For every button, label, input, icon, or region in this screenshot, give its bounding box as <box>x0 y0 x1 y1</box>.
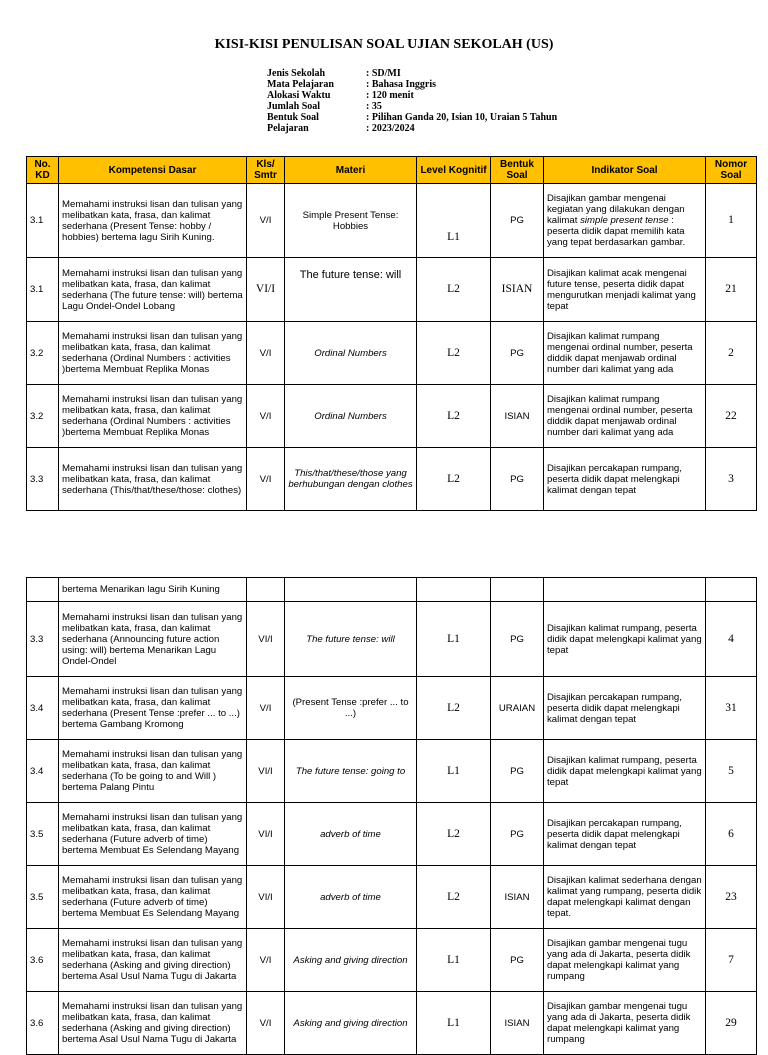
indikator-cell: Disajikan kalimat sederhana dengan kalimat yang rumpang, peserta didik dapat melengkapi kalimat dengan tepat. <box>544 866 706 929</box>
bentuk-cell: ISIAN <box>491 258 544 322</box>
document-title: KISI-KISI PENULISAN SOAL UJIAN SEKOLAH (US) <box>214 37 554 52</box>
indikator-text: Disajikan gambar mengenai kegiatan yang dilakukan dengan kalimat <box>547 193 685 226</box>
meta-label: Alokasi Waktu <box>267 90 331 101</box>
bentuk-cell: PG <box>491 448 544 511</box>
materi-cell: The future tense: will <box>285 258 417 322</box>
table-row <box>27 677 757 740</box>
document-meta <box>267 68 557 134</box>
meta-row <box>267 123 557 134</box>
bentuk-cell: PG <box>491 602 544 677</box>
indikator-cell: Disajikan kalimat acak mengenai future tense, peserta didik dapat mengurutkan menjadi kalimat yang tepat <box>544 258 706 322</box>
table-row <box>27 322 757 385</box>
level-cell: L2 <box>417 448 491 511</box>
kls-cell: VI/I <box>247 803 285 866</box>
indikator-cell: Disajikan percakapan rumpang, peserta didik dapat melengkapi kalimat dengan tepat <box>544 803 706 866</box>
level-cell: L2 <box>417 322 491 385</box>
nomor-cell: 22 <box>706 385 757 448</box>
header-kls-smtr: Kls/ Smtr <box>247 157 285 184</box>
level-cell: L2 <box>417 677 491 740</box>
meta-row <box>267 79 557 90</box>
materi-cell: Asking and giving direction <box>285 929 417 992</box>
bentuk-cell: URAIAN <box>491 677 544 740</box>
nomor-cell: 5 <box>706 740 757 803</box>
kisi-kisi-table-page-2 <box>26 577 757 1055</box>
materi-cell: The future tense: will <box>285 602 417 677</box>
table-row <box>27 184 757 258</box>
materi-cell <box>285 578 417 602</box>
kls-cell <box>247 578 285 602</box>
kls-cell: VI/I <box>247 602 285 677</box>
indikator-cell <box>544 578 706 602</box>
table-row <box>27 740 757 803</box>
kd-cell: 3.1 <box>27 258 59 322</box>
table-header-row <box>27 157 757 184</box>
meta-value: : 35 <box>366 101 382 112</box>
header-kompetensi-dasar: Kompetensi Dasar <box>59 157 247 184</box>
kd-cell: 3.5 <box>27 803 59 866</box>
level-cell: L1 <box>417 992 491 1055</box>
materi-cell: (Present Tense :prefer ... to ...) <box>285 677 417 740</box>
kompetensi-cell: Memahami instruksi lisan dan tulisan yang melibatkan kata, frasa, dan kalimat sederhana (Future adverb of time) bertema Membuat Es Selendang Mayang <box>59 866 247 929</box>
kd-cell: 3.4 <box>27 677 59 740</box>
kompetensi-cell: Memahami instruksi lisan dan tulisan yang melibatkan kata, frasa, dan kalimat sederhana (Announcing future action using: will) bertema Menarikan Lagu Ondel-Ondel <box>59 602 247 677</box>
kd-cell: 3.1 <box>27 184 59 258</box>
table-row <box>27 448 757 511</box>
bentuk-cell: ISIAN <box>491 992 544 1055</box>
kls-cell: VI/I <box>247 258 285 322</box>
materi-cell: Simple Present Tense: Hobbies <box>285 184 417 258</box>
bentuk-cell: PG <box>491 929 544 992</box>
table-row <box>27 258 757 322</box>
kls-cell: V/I <box>247 184 285 258</box>
level-cell: L2 <box>417 258 491 322</box>
level-cell <box>417 578 491 602</box>
meta-label: Mata Pelajaran <box>267 79 334 90</box>
kompetensi-cell: Memahami instruksi lisan dan tulisan yang melibatkan kata, frasa, dan kalimat sederhana (Asking and giving direction) bertema Asal Usul Nama Tugu di Jakarta <box>59 929 247 992</box>
materi-cell: adverb of time <box>285 803 417 866</box>
meta-label: Bentuk Soal <box>267 112 319 123</box>
meta-label: Jenis Sekolah <box>267 68 326 79</box>
level-cell: L1 <box>417 740 491 803</box>
bentuk-cell: PG <box>491 184 544 258</box>
kompetensi-cell: Memahami instruksi lisan dan tulisan yang melibatkan kata, frasa, dan kalimat sederhana (Future adverb of time) bertema Membuat Es Selendang Mayang <box>59 803 247 866</box>
nomor-cell: 7 <box>706 929 757 992</box>
header-level-kognitif: Level Kognitif <box>417 157 491 184</box>
materi-cell: Ordinal Numbers <box>285 385 417 448</box>
nomor-cell: 3 <box>706 448 757 511</box>
kd-cell: 3.6 <box>27 992 59 1055</box>
kd-cell <box>27 578 59 602</box>
header-no-kd: No. KD <box>27 157 59 184</box>
kls-cell: V/I <box>247 992 285 1055</box>
kd-cell: 3.3 <box>27 602 59 677</box>
nomor-cell: 29 <box>706 992 757 1055</box>
meta-value: : Pilihan Ganda 20, Isian 10, Uraian 5 Tahun <box>366 112 558 123</box>
meta-value: : Bahasa Inggris <box>366 79 437 90</box>
kd-cell: 3.5 <box>27 866 59 929</box>
kls-cell: V/I <box>247 929 285 992</box>
kompetensi-cell: Memahami instruksi lisan dan tulisan yang melibatkan kata, frasa, dan kalimat sederhana (The future tense: will) bertema Lagu Ondel-Ondel Lobang <box>59 258 247 322</box>
bentuk-cell: PG <box>491 740 544 803</box>
meta-row <box>267 90 557 101</box>
meta-value: : 120 menit <box>366 90 414 101</box>
kompetensi-cell: Memahami instruksi lisan dan tulisan yang melibatkan kata, frasa, dan kalimat sederhana (This/that/these/those: clothes) <box>59 448 247 511</box>
level-cell: L2 <box>417 866 491 929</box>
kd-cell: 3.3 <box>27 448 59 511</box>
kd-cell: 3.2 <box>27 385 59 448</box>
materi-cell: adverb of time <box>285 866 417 929</box>
header-nomor-soal: Nomor Soal <box>706 157 757 184</box>
nomor-cell: 31 <box>706 677 757 740</box>
bentuk-cell: PG <box>491 322 544 385</box>
indikator-cell: Disajikan percakapan rumpang, peserta didik dapat melengkapi kalimat dengan tepat <box>544 677 706 740</box>
kls-cell: V/I <box>247 322 285 385</box>
materi-cell: This/that/these/those yang berhubungan dengan clothes <box>285 448 417 511</box>
meta-label: Pelajaran <box>267 123 309 134</box>
bentuk-cell: PG <box>491 803 544 866</box>
kd-cell: 3.2 <box>27 322 59 385</box>
kls-cell: V/I <box>247 448 285 511</box>
header-materi: Materi <box>285 157 417 184</box>
nomor-cell: 6 <box>706 803 757 866</box>
kompetensi-cell: Memahami instruksi lisan dan tulisan yang melibatkan kata, frasa, dan kalimat sederhana (Ordinal Numbers : activities )bertema Membuat Replika Monas <box>59 385 247 448</box>
kls-cell: V/I <box>247 677 285 740</box>
indikator-text: : peserta didik dapat memilih kata yang tepat berdasarkan gambar. <box>547 215 686 248</box>
table-row <box>27 866 757 929</box>
bentuk-cell <box>491 578 544 602</box>
indikator-cell: Disajikan kalimat rumpang mengenai ordinal number, peserta diddik dapat menjawab ordinal number dari kalimat yang ada <box>544 322 706 385</box>
level-cell: L1 <box>417 602 491 677</box>
kompetensi-cell: Memahami instruksi lisan dan tulisan yang melibatkan kata, frasa, dan kalimat sederhana (Asking and giving direction) bertema Asal Usul Nama Tugu di Jakarta <box>59 992 247 1055</box>
table-row <box>27 602 757 677</box>
indikator-cell: Disajikan kalimat rumpang mengenai ordinal number, peserta diddik dapat menjawab ordinal number dari kalimat yang ada <box>544 385 706 448</box>
kisi-kisi-table-page-1 <box>26 156 757 511</box>
nomor-cell: 21 <box>706 258 757 322</box>
meta-value: : SD/MI <box>366 68 401 79</box>
meta-row <box>267 101 557 112</box>
level-cell: L2 <box>417 385 491 448</box>
meta-label: Jumlah Soal <box>267 101 321 112</box>
kd-cell: 3.6 <box>27 929 59 992</box>
header-bentuk-soal: Bentuk Soal <box>491 157 544 184</box>
nomor-cell: 4 <box>706 602 757 677</box>
nomor-cell: 2 <box>706 322 757 385</box>
level-cell: L1 <box>417 184 491 258</box>
materi-cell: Asking and giving direction <box>285 992 417 1055</box>
bentuk-cell: ISIAN <box>491 866 544 929</box>
table-row <box>27 992 757 1055</box>
kompetensi-cell: Memahami instruksi lisan dan tulisan yang melibatkan kata, frasa, dan kalimat sederhana (Present Tense: hobby / hobbies) bertema lagu Sirih Kuning. <box>59 184 247 258</box>
indikator-cell: Disajikan gambar mengenai tugu yang ada di Jakarta, peserta didik dapat melengkapi kalimat yang rumpang <box>544 929 706 992</box>
indikator-cell: Disajikan gambar mengenai tugu yang ada di Jakarta, peserta didik dapat melengkapi kalimat yang rumpang <box>544 992 706 1055</box>
kompetensi-cell: Memahami instruksi lisan dan tulisan yang melibatkan kata, frasa, dan kalimat sederhana (Ordinal Numbers : activities )bertema Membuat Replika Monas <box>59 322 247 385</box>
kompetensi-cell: Memahami instruksi lisan dan tulisan yang melibatkan kata, frasa, dan kalimat sederhana (To be going to and Will ) bertema Palang Pintu <box>59 740 247 803</box>
materi-cell: Ordinal Numbers <box>285 322 417 385</box>
table-row <box>27 803 757 866</box>
kompetensi-cell: bertema Menarikan lagu Sirih Kuning <box>59 578 247 602</box>
table-row <box>27 929 757 992</box>
meta-value: : 2023/2024 <box>366 123 415 134</box>
kls-cell: VI/I <box>247 740 285 803</box>
indikator-cell: Disajikan kalimat rumpang, peserta didik dapat melengkapi kalimat yang tepat <box>544 740 706 803</box>
nomor-cell <box>706 578 757 602</box>
nomor-cell: 1 <box>706 184 757 258</box>
table-row <box>27 578 757 602</box>
indikator-cell <box>544 184 706 258</box>
indikator-cell: Disajikan kalimat rumpang, peserta didik dapat melengkapi kalimat yang tepat <box>544 602 706 677</box>
kompetensi-cell: Memahami instruksi lisan dan tulisan yang melibatkan kata, frasa, dan kalimat sederhana (Present Tense :prefer ... to ...) bertema Gambang Kromong <box>59 677 247 740</box>
indikator-cell: Disajikan percakapan rumpang, peserta didik dapat melengkapi kalimat dengan tepat <box>544 448 706 511</box>
bentuk-cell: ISIAN <box>491 385 544 448</box>
level-cell: L1 <box>417 929 491 992</box>
meta-row <box>267 112 557 123</box>
nomor-cell: 23 <box>706 866 757 929</box>
materi-cell: The future tense: going to <box>285 740 417 803</box>
header-indikator-soal: Indikator Soal <box>544 157 706 184</box>
meta-row <box>267 68 557 79</box>
kd-cell: 3.4 <box>27 740 59 803</box>
level-cell: L2 <box>417 803 491 866</box>
table-row <box>27 385 757 448</box>
kls-cell: V/I <box>247 385 285 448</box>
kls-cell: VI/I <box>247 866 285 929</box>
indikator-italic-text: simple present tense <box>580 215 669 226</box>
